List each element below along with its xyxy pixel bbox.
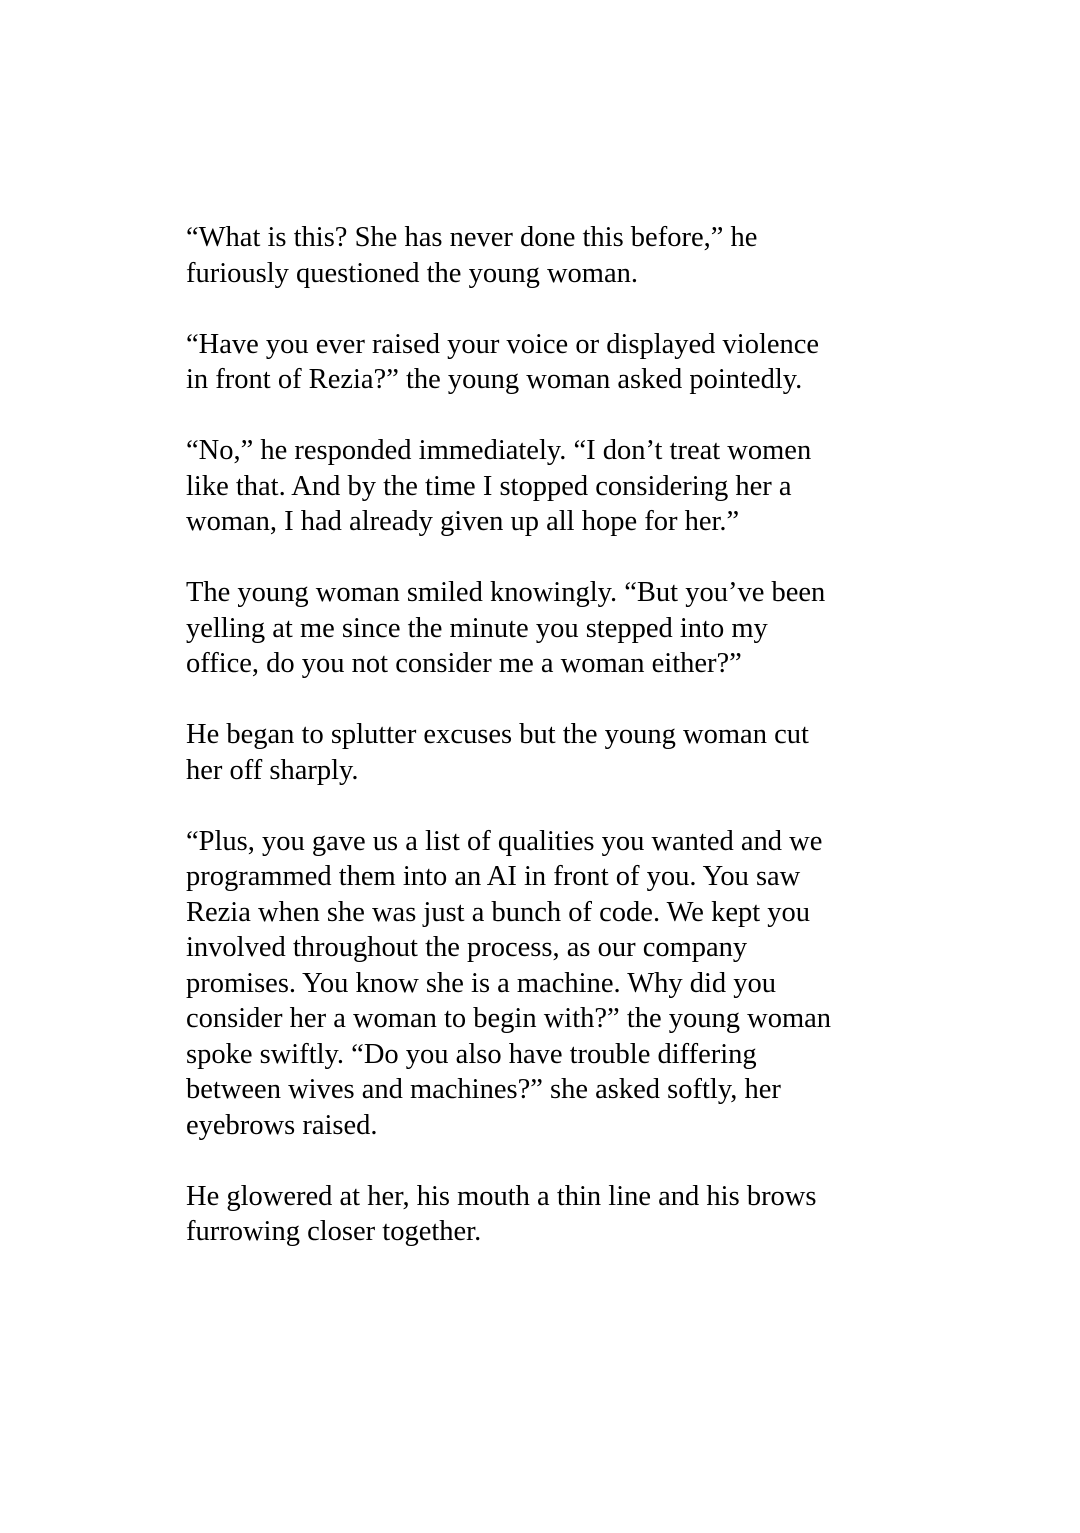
paragraph-1: “What is this? She has never done this before,” he furiously questioned the young woman. bbox=[186, 222, 758, 289]
paragraph-6: “Plus, you gave us a list of qualities you wanted and we programmed them into an AI in front of you. You saw Rezia when she was just a bunch of code. We kept you involved throughout the process, as our company promises. You know she is a machine. Why did you consider her a woman to begin with?” the young woman spoke swiftly. “Do you also have trouble differing between wives and machines?” she asked softly, her eyebrows raised. bbox=[186, 825, 832, 1141]
paragraph-5: He began to splutter excuses but the young woman cut her off sharply. bbox=[186, 719, 809, 786]
paragraph-4: The young woman smiled knowingly. “But you’ve been yelling at me since the minute you stepped into my office, do you not consider me a woman either?” bbox=[186, 577, 826, 679]
document-body bbox=[186, 220, 896, 1250]
paragraph-3: “No,” he responded immediately. “I don’t treat women like that. And by the time I stopped considering her a woman, I had already given up all hope for her.” bbox=[186, 435, 812, 537]
paragraph-2: “Have you ever raised your voice or displayed violence in front of Rezia?” the young woman asked pointedly. bbox=[186, 328, 820, 395]
paragraph-7: He glowered at her, his mouth a thin line and his brows furrowing closer together. bbox=[186, 1180, 817, 1247]
